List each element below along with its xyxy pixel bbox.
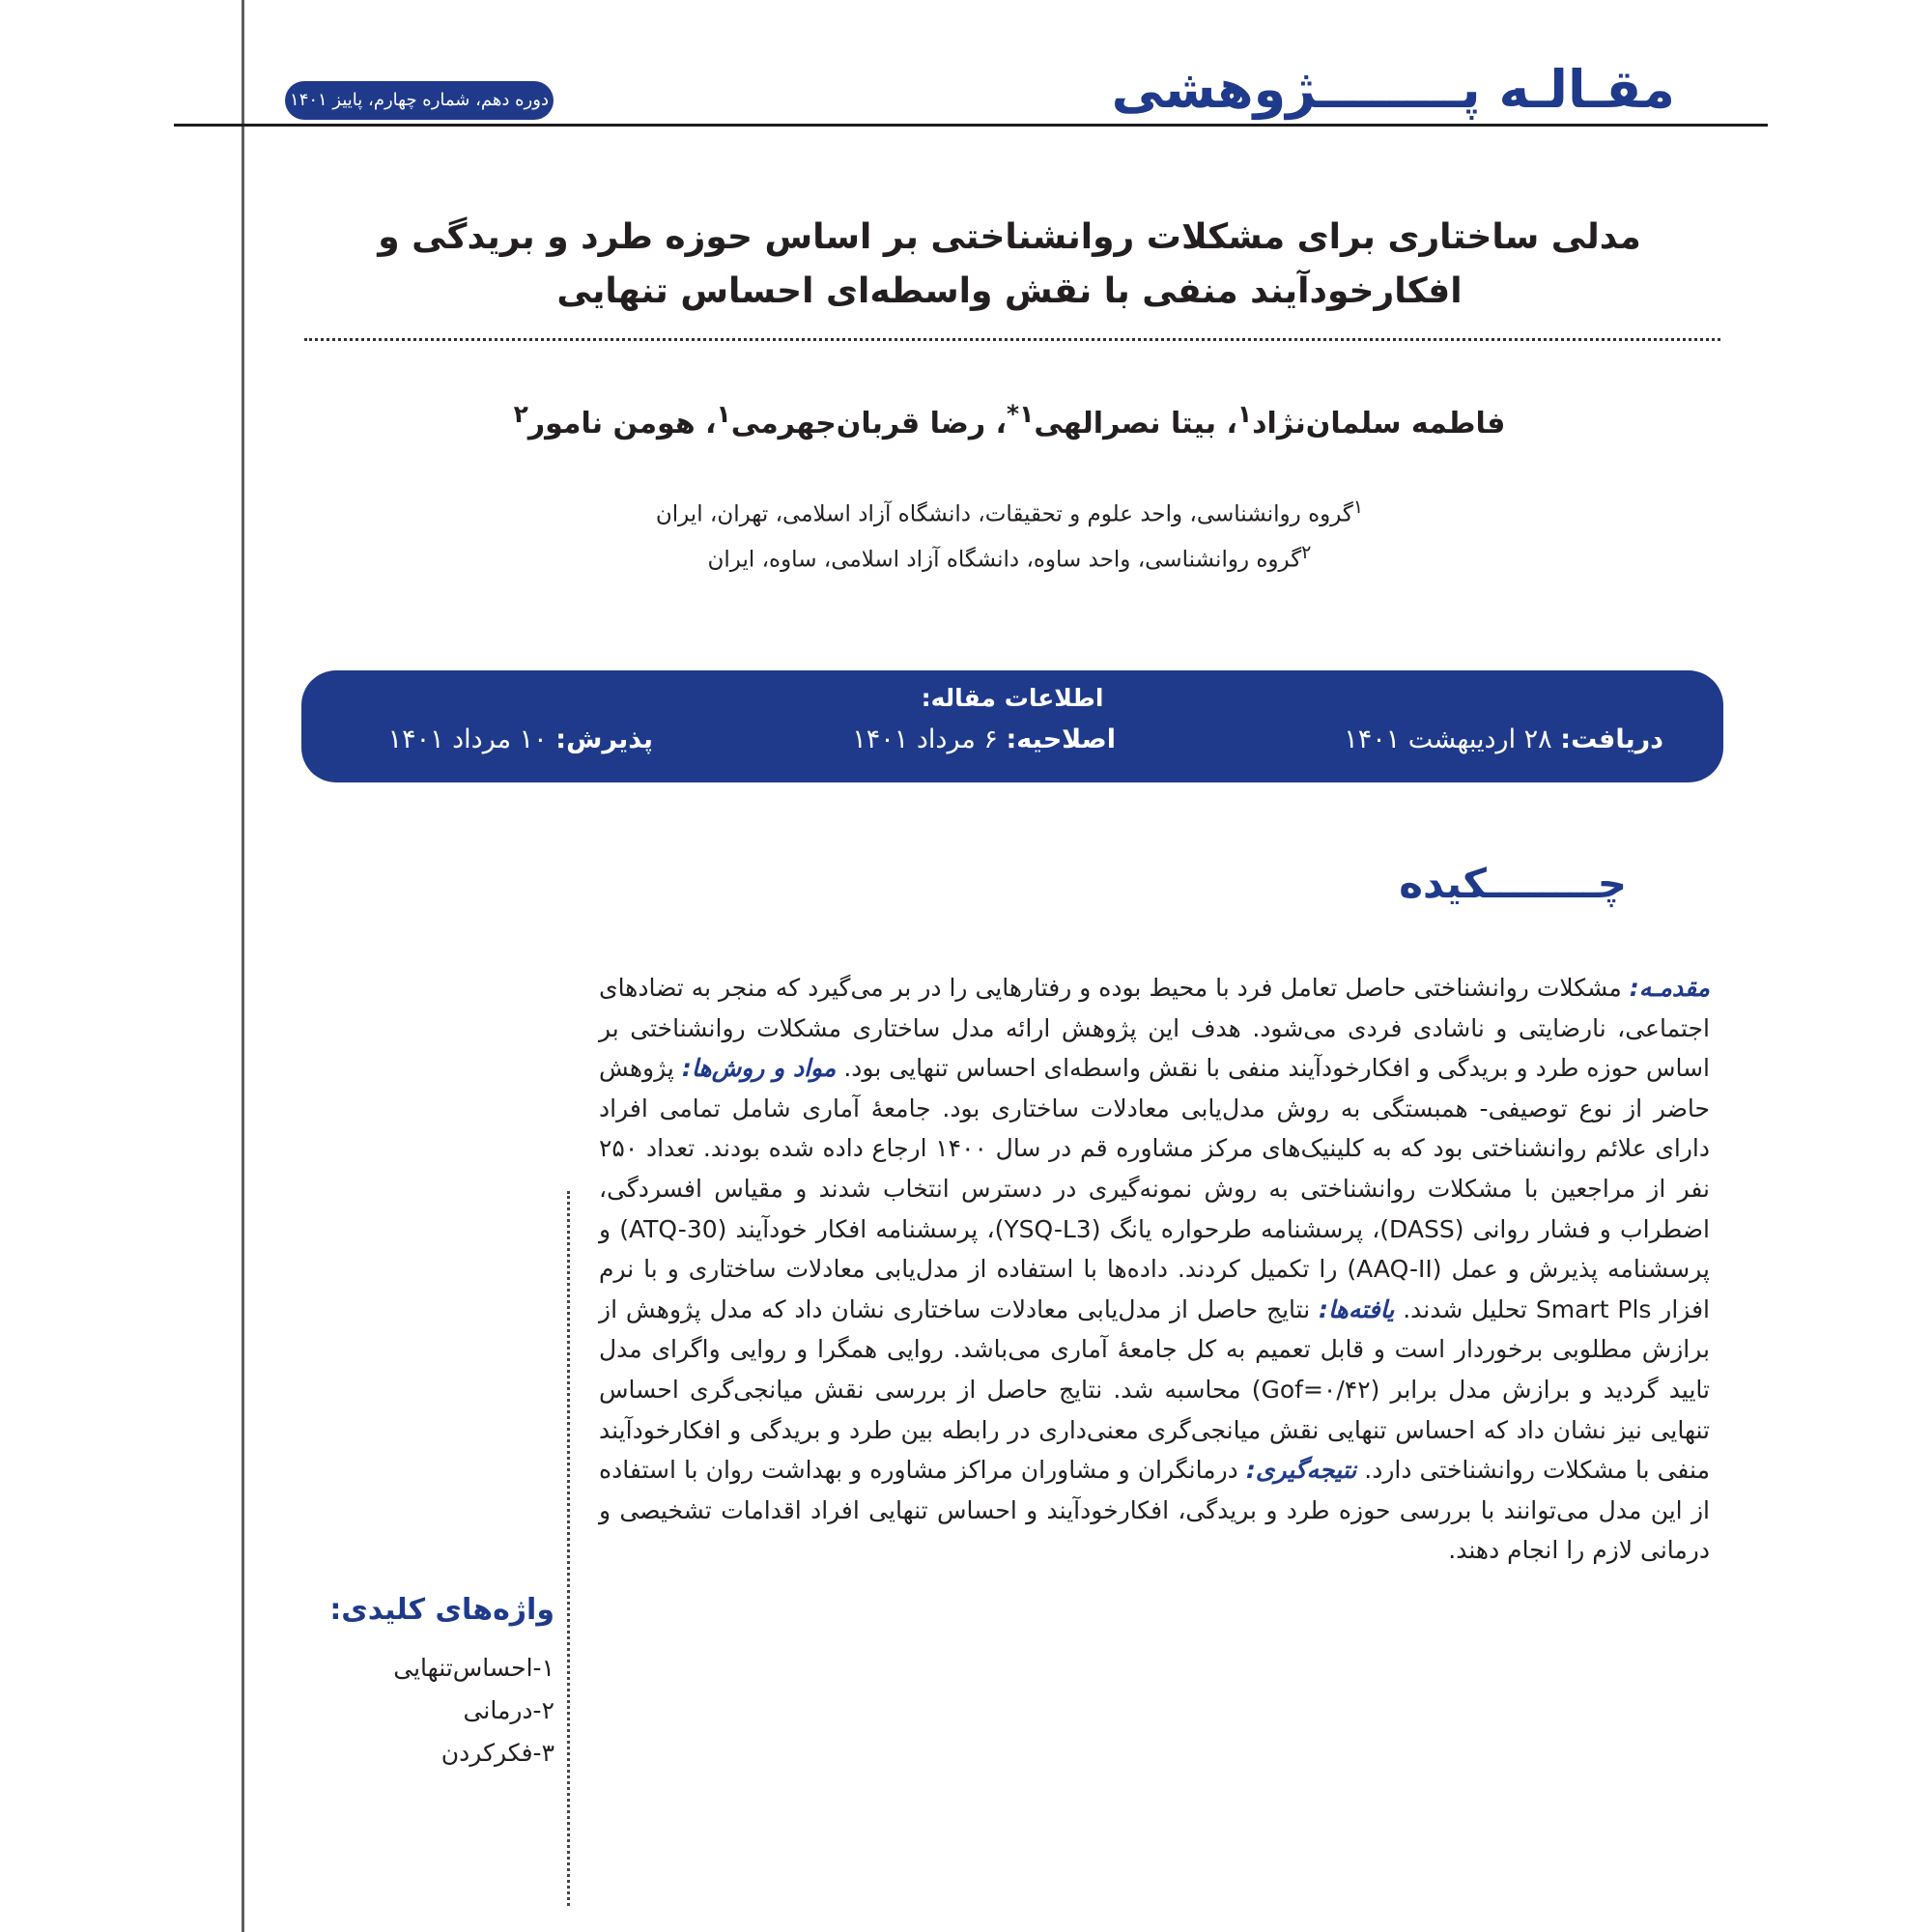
results-label: یافته‌ها:: [1319, 1294, 1395, 1323]
conclusion-text: درمانگران و مشاوران مراکز مشاوره و بهداشت روان با استفاده از این مدل می‌توانند با بررسی حوزه طرد و بریدگی، افکارخودآیند و احساس تنهایی افراد اقدامات تشخیصی و درمانی لازم را انجام دهند.: [599, 1456, 1710, 1565]
header-rule: [174, 124, 1768, 127]
author-name: فاطمه سلمان‌نژاد: [1252, 407, 1506, 440]
author-sup: ۱: [1236, 400, 1253, 428]
keywords-divider: [567, 1191, 570, 1906]
article-info-box: [301, 670, 1723, 782]
affiliation-sup: ۲: [1301, 541, 1312, 563]
accepted-date: [388, 724, 653, 754]
revised-label: اصلاحیه:: [1006, 724, 1116, 754]
author-sup: ۱: [716, 400, 731, 428]
author-name: رضا قربان‌جهرمی: [730, 407, 986, 440]
margin-rule: [242, 0, 244, 1932]
abstract-heading: چــــــــکیده: [1399, 860, 1627, 907]
accepted-label: پذیرش:: [555, 724, 653, 754]
revised-value: ۶ مرداد ۱۴۰۱: [852, 724, 998, 754]
issue-badge: دوره دهم، شماره چهارم، پاییز ۱۴۰۱: [285, 81, 554, 120]
affiliation-1: [290, 488, 1729, 534]
keyword-item: ۱-احساس‌تنهایی: [393, 1654, 554, 1682]
revised-date: [852, 724, 1116, 754]
methods-label: مواد و روش‌ها:: [681, 1054, 837, 1083]
received-label: دریافت:: [1560, 724, 1663, 754]
affiliation-text: گروه روانشناسی، واحد ساوه، دانشگاه آزاد اسلامی، ساوه، ایران: [707, 547, 1302, 573]
journal-section-title: مقـالـه پــــــــژوهشی: [1111, 59, 1675, 120]
title-divider: [304, 338, 1720, 341]
conclusion-label: نتیجه‌گیری:: [1245, 1456, 1357, 1485]
author-sup: ۱*: [1007, 400, 1035, 428]
keywords-heading: واژه‌های کلیدی:: [329, 1593, 554, 1627]
keyword-item: ۲-درمانی: [463, 1696, 554, 1724]
article-title: مدلی ساختاری برای مشکلات روانشناختی بر اساس حوزه طرد و بریدگی و افکارخودآیند منفی با نقش واسطه‌ای احساس تنهایی: [378, 217, 1641, 311]
author-list: فاطمه سلمان‌نژاد$^۱$، بیتا نصرالهی$^{۱*}$، رضا قربان‌جهرمی$^۱$، هومن نامور$^۲$: [513, 400, 1506, 440]
keywords-list: [290, 1647, 554, 1775]
author-sup: ۲: [513, 400, 528, 428]
results-text: نتایج حاصل از مدل‌یابی معادلات ساختاری نشان داد که مدل پژوهش از برازش مطلوبی برخوردار است و قابل تعمیم به کل جامعهٔ آماری می‌باشد. روایی همگرا و روایی واگرای مدل تایید گردید و برازش مدل برابر (Gof=۰/۴۲) محاسبه شد. نتایج حاصل از بررسی نقش میانجی‌گری احساس تنهایی نیز نشان داد که احساس تنهایی نقش میانجی‌گری معنی‌داری در رابطه بین طرد و بریدگی و افکارخودآیند منفی با مشکلات روانشناختی دارد.: [599, 1294, 1710, 1485]
received-date: [1344, 724, 1663, 754]
intro-label: مقدمـه:: [1629, 974, 1710, 1002]
received-value: ۲۸ اردیبهشت ۱۴۰۱: [1344, 724, 1552, 754]
author-name: هومن نامور: [527, 407, 696, 440]
affiliation-2: [290, 533, 1729, 580]
affiliation-sup: ۱: [1352, 496, 1364, 518]
article-info-title: اطلاعات مقاله:: [921, 684, 1104, 712]
abstract-body: [599, 968, 1710, 1571]
accepted-value: ۱۰ مرداد ۱۴۰۱: [387, 724, 548, 754]
intro-text: مشکلات روانشناختی حاصل تعامل فرد با محیط بوده و رفتارهایی را در بر می‌گیرد که منجر به تضادهای اجتماعی، نارضایتی و ناشادی فردی می‌شود. هدف این پژوهش ارائه مدل ساختاری مشکلات روانشناختی بر اساس حوزه طرد و بریدگی و افکارخودآیند منفی با نقش واسطه‌ای احساس تنهایی بود.: [599, 974, 1711, 1083]
author-name: بیتا نصرالهی: [1034, 407, 1217, 440]
affiliation-text: گروه روانشناسی، واحد علوم و تحقیقات، دانشگاه آزاد اسلامی، تهران، ایران: [655, 501, 1353, 527]
methods-text: پژوهش حاضر از نوع توصیفی- همبستگی به روش مدل‌یابی معادلات ساختاری بود. جامعهٔ آماری شامل تمامی افراد دارای علائم روانشناختی بود که به کلینیک‌های مرکز مشاوره قم در سال ۱۴۰۰ ارجاع داده شده بودند. تعداد ۲۵۰ نفر از مراجعین با مشکلات روانشناختی به روش نمونه‌گیری در دسترس انتخاب شدند و مقیاس افسردگی، اضطراب و فشار روانی (DASS)، پرسشنامه طرحواره یانگ (YSQ-L3)، پرسشنامه افکار خودآیند (ATQ-30) و پرسشنامه پذیرش و عمل (AAQ-II) را تکمیل کردند. داده‌ها با استفاده از مدل‌یابی معادلات ساختاری و با نرم افزار Smart Pls تحلیل شدند.: [599, 1054, 1710, 1323]
keyword-item: ۳-فکرکردن: [440, 1739, 554, 1767]
